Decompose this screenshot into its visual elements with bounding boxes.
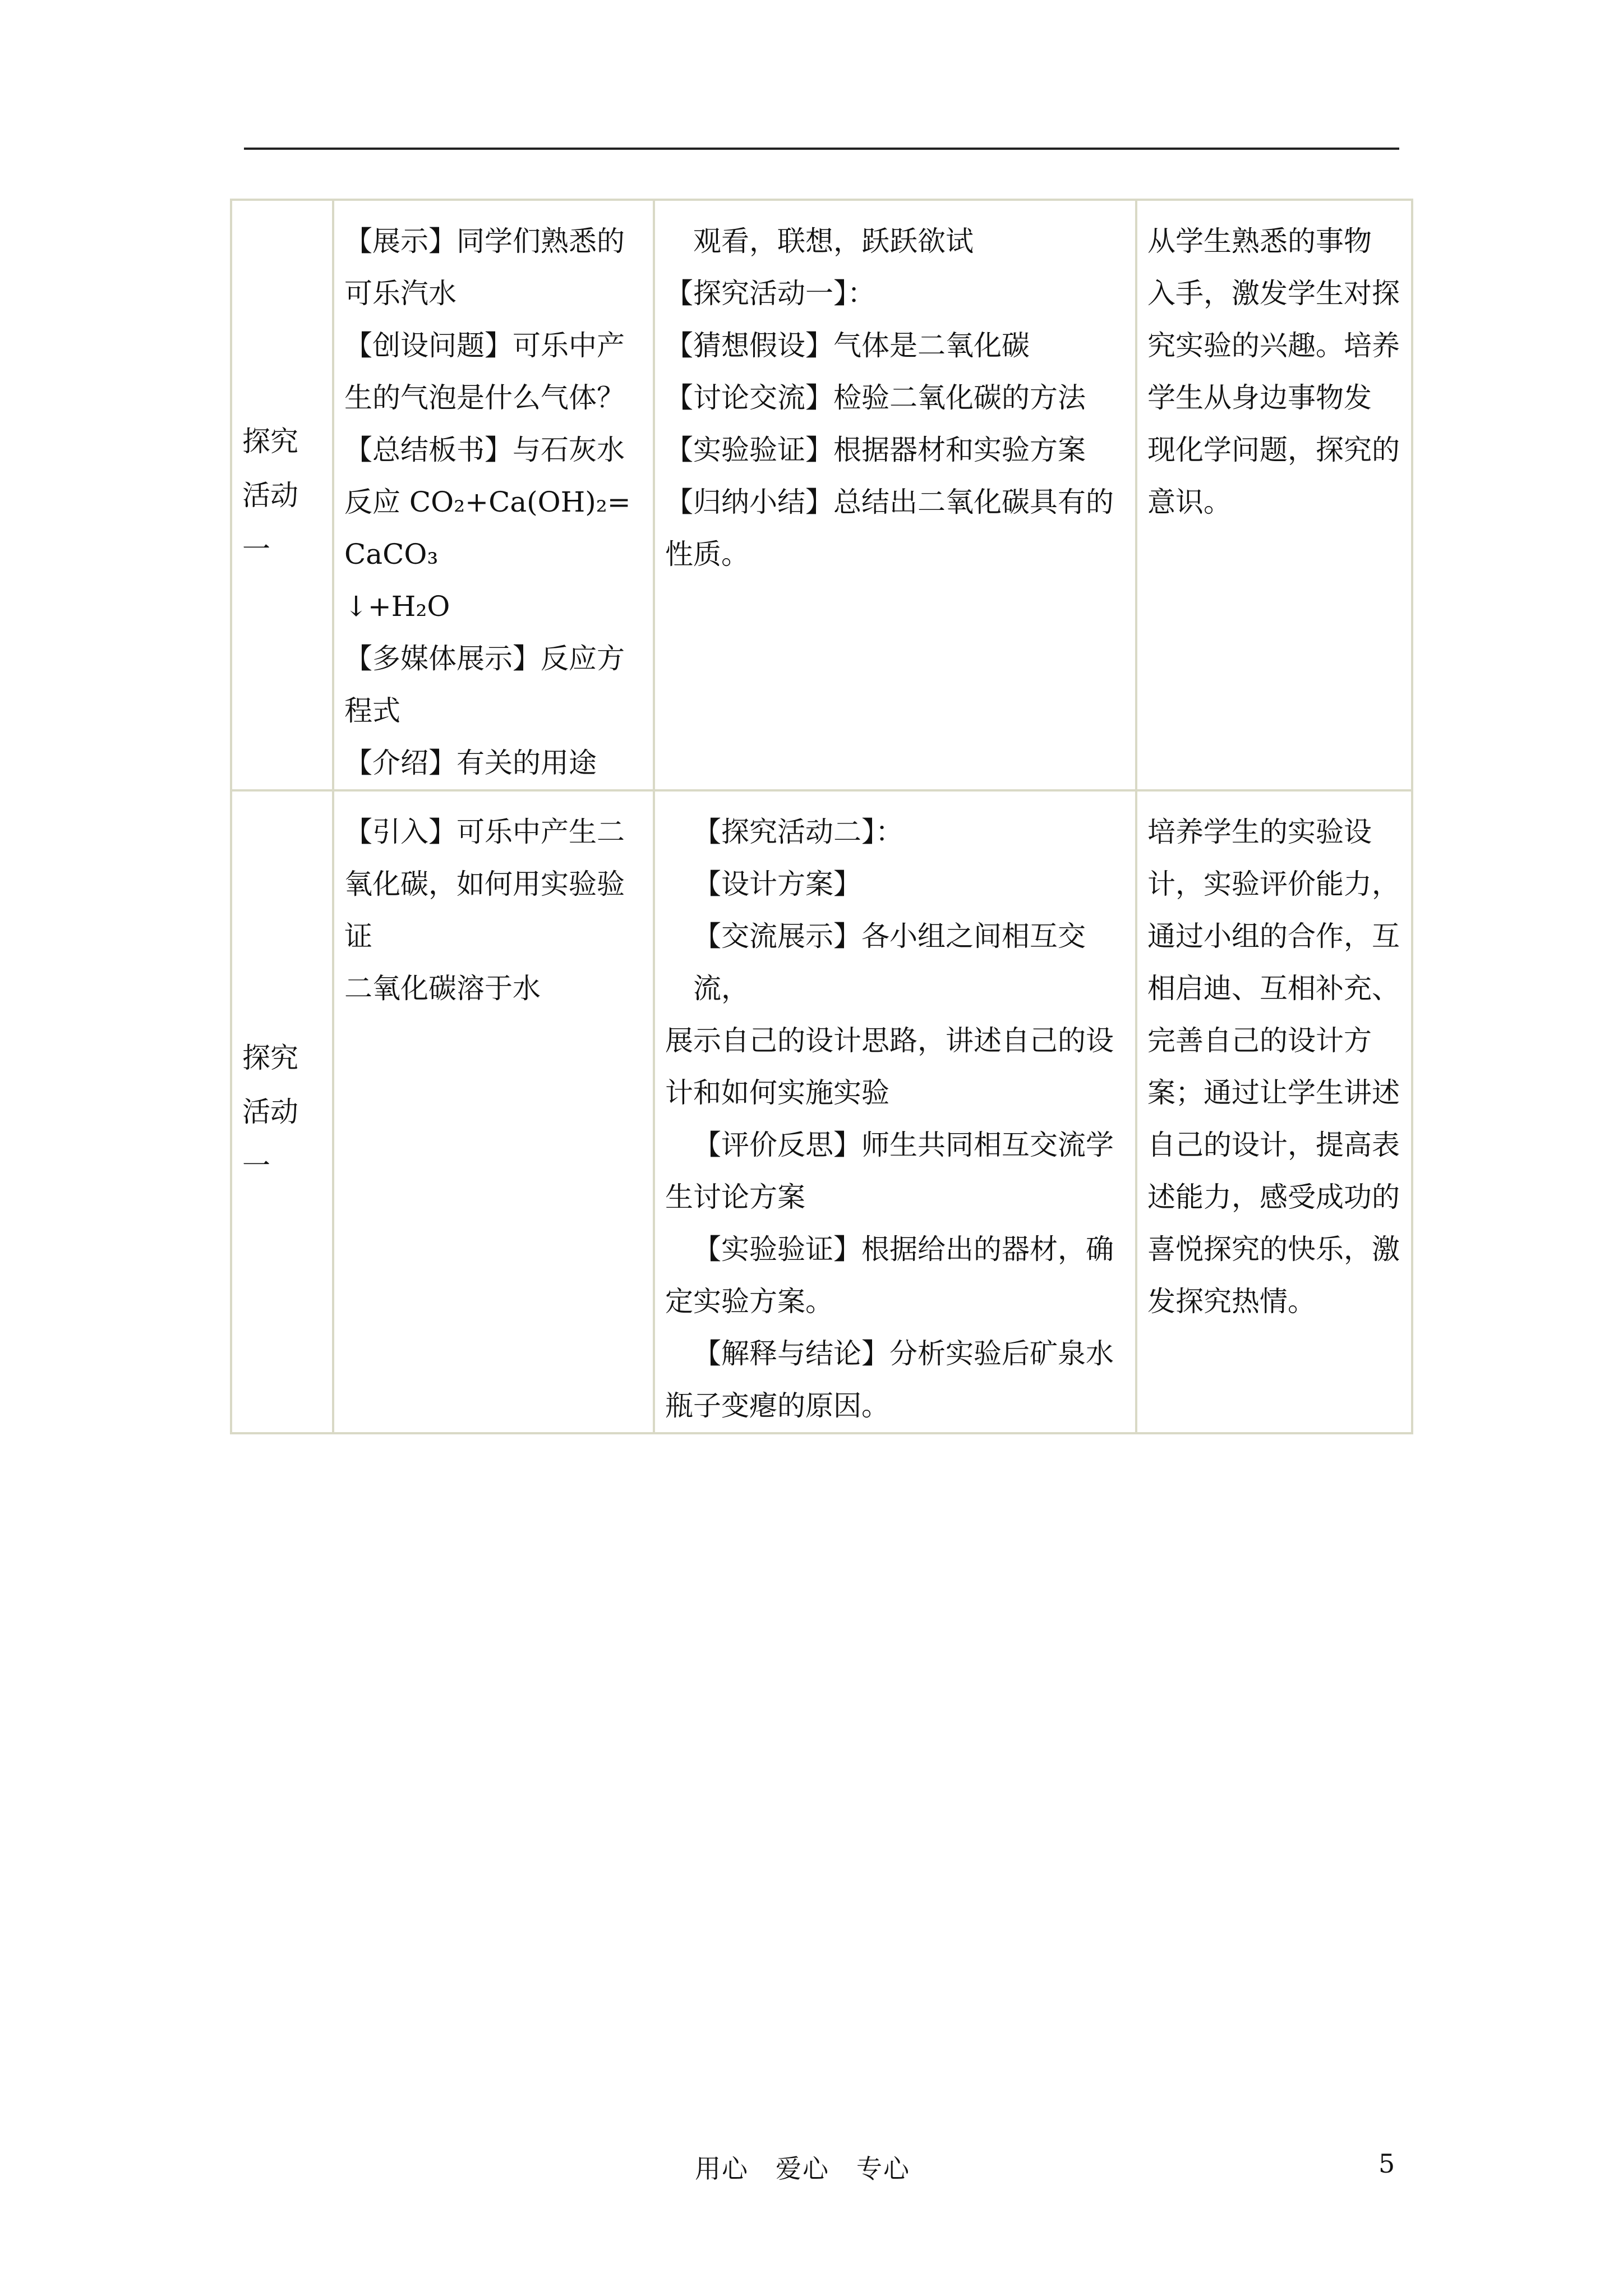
student-line: 【解释与结论】分析实验后矿泉水 (693, 1337, 1114, 1370)
intent-line: 学生从身边事物发 (1147, 381, 1372, 414)
student-line: 【设计方案】 (693, 868, 861, 900)
stage-cell (231, 790, 333, 1433)
header-rule (244, 148, 1399, 150)
teacher-line: 【介绍】有关的用途 (344, 747, 597, 779)
stage-line: 探究 (242, 1042, 298, 1074)
table-row (231, 790, 1412, 1433)
student-line: 【交流展示】各小组之间相互交流， (693, 920, 1086, 1005)
student-line: 【猜想假设】气体是二氧化碳 (665, 329, 1030, 362)
teacher-line: 生的气泡是什么气体？ (344, 381, 625, 414)
teacher-line: 【引入】可乐中产生二 (344, 816, 625, 848)
intent-line: 相启迪、互相补充、 (1147, 972, 1400, 1005)
student-line: 生讨论方案 (665, 1181, 805, 1213)
student-line: 性质。 (665, 538, 749, 570)
student-line: 【评价反思】师生共同相互交流学 (693, 1129, 1114, 1161)
stage-line: 探究 (242, 425, 298, 458)
intent-line: 发探究热情。 (1147, 1285, 1316, 1318)
lesson-plan-table (230, 199, 1413, 1434)
intent-line: 通过小组的合作，互 (1147, 920, 1400, 953)
teacher-activity-cell (333, 200, 654, 790)
teacher-line: 【展示】同学们熟悉的 (344, 225, 625, 257)
intent-line: 喜悦探究的快乐，激 (1147, 1233, 1400, 1266)
student-line: 【探究活动二】： (693, 816, 903, 848)
student-activity-cell (654, 790, 1136, 1433)
teacher-activity-cell (333, 790, 654, 1433)
chemical-equation: 反应 CO₂+Ca(OH)₂=CaCO₃ (344, 486, 631, 570)
intent-line: 计，实验评价能力， (1147, 868, 1400, 900)
student-line: 【归纳小结】总结出二氧化碳具有的 (665, 486, 1114, 518)
teacher-line: 【多媒体展示】反应方 (344, 642, 625, 675)
page-number: 5 (1378, 2148, 1395, 2179)
teacher-line: 【总结板书】与石灰水 (344, 434, 625, 466)
intent-line: 现化学问题，探究的 (1147, 434, 1400, 466)
teacher-line: 氧化碳，如何用实验验证 (344, 868, 625, 953)
table-row (231, 200, 1412, 790)
student-line: 展示自己的设计思路，讲述自己的设 (665, 1024, 1114, 1057)
intent-line: 培养学生的实验设 (1147, 816, 1372, 848)
intent-line: 案；通过让学生讲述 (1147, 1076, 1400, 1109)
teacher-line: 程式 (344, 694, 400, 727)
stage-line: 一 (242, 1149, 270, 1182)
intent-line: 究实验的兴趣。培养 (1147, 329, 1400, 362)
intent-line: 完善自己的设计方 (1147, 1024, 1372, 1057)
stage-line: 活动 (242, 1096, 298, 1128)
stage-line: 活动 (242, 478, 298, 512)
design-intent-cell (1136, 200, 1412, 790)
intent-line: 自己的设计，提高表 (1147, 1129, 1400, 1161)
design-intent-cell (1136, 790, 1412, 1433)
intent-line: 从学生熟悉的事物 (1147, 225, 1372, 257)
student-line: 【实验验证】根据器材和实验方案 (665, 434, 1086, 466)
footer-motto: 用心 爱心 专心 (695, 2154, 910, 2184)
intent-line: 入手，激发学生对探 (1147, 277, 1400, 310)
teacher-line: 可乐汽水 (344, 277, 457, 310)
teacher-line: 二氧化碳溶于水 (344, 972, 541, 1005)
student-line: 瓶子变瘪的原因。 (665, 1389, 889, 1422)
student-activity-cell (654, 200, 1136, 790)
student-line: 定实验方案。 (665, 1285, 833, 1318)
student-line: 【探究活动一】： (665, 277, 875, 310)
student-line: 【讨论交流】检验二氧化碳的方法 (665, 381, 1086, 414)
chemical-equation-continued: ↓+H₂O (344, 590, 450, 623)
stage-cell (231, 200, 333, 790)
student-line: 计和如何实施实验 (665, 1076, 889, 1109)
intent-line: 意识。 (1147, 486, 1232, 518)
student-line: 观看，联想，跃跃欲试 (693, 225, 974, 257)
stage-line: 一 (242, 532, 270, 565)
intent-line: 述能力，感受成功的 (1147, 1181, 1400, 1213)
teacher-line: 【创设问题】可乐中产 (344, 329, 625, 362)
student-line: 【实验验证】根据给出的器材，确 (693, 1233, 1114, 1266)
